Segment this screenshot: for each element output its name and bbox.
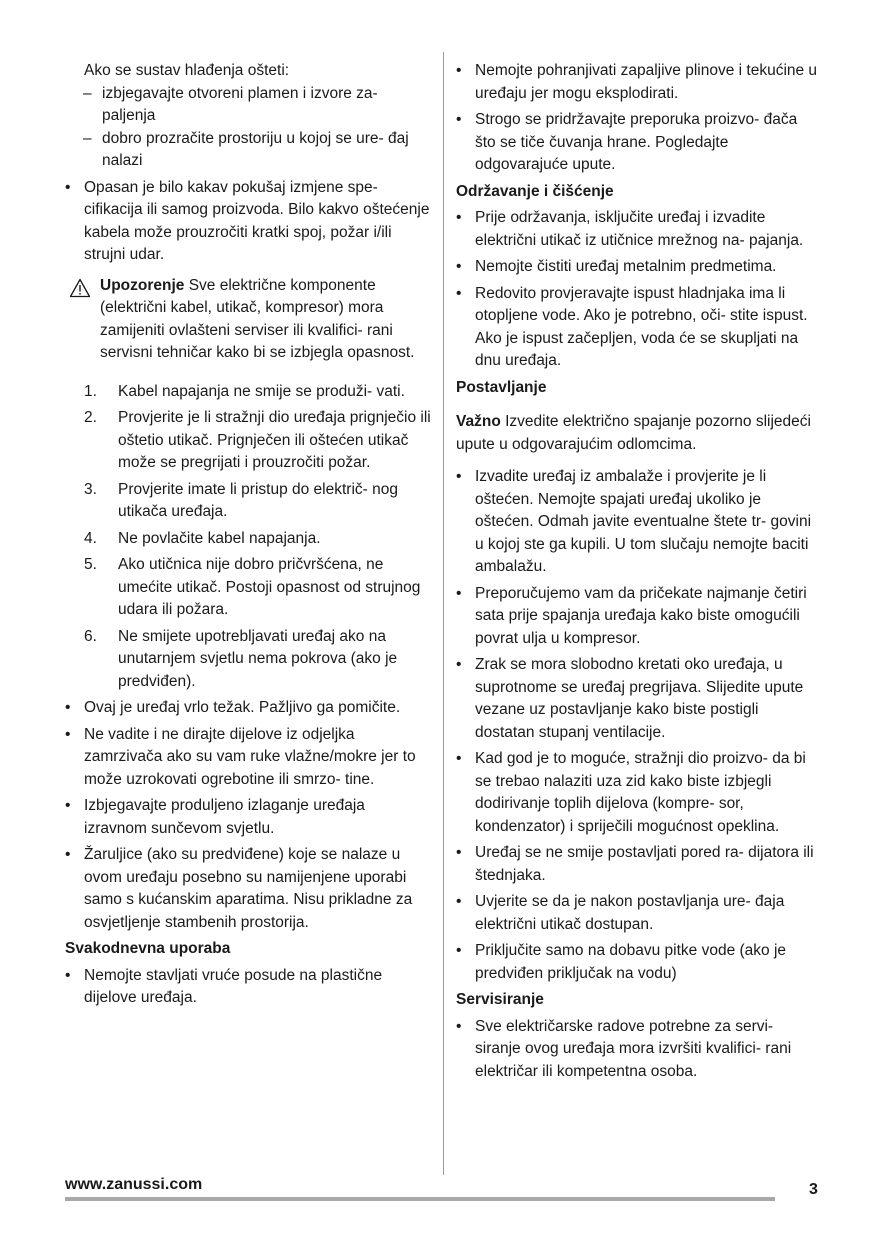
- bullet-item: • Nemojte stavljati vruće posude na plastične dijelove uređaja.: [65, 966, 383, 1006]
- warning-text: Sve električne komponente (električni kabel, utikač, kompresor) mora zamijeniti ovlašteni serviser ili kvalifici- rani servisni tehničar kako bi se izbjegla opasnost.: [100, 276, 415, 361]
- left-column: [65, 60, 431, 1010]
- numbered-item: 6. Ne smijete upotrebljavati uređaj ako na unutarnjem svjetlu nema pokrova (ako je predviđen).: [84, 627, 398, 690]
- numbered-item: 2. Provjerite je li stražnji dio uređaja prignječio ili oštetio utikač. Prignječen ili oštećen utikač može se pregrijati i prouzročiti požar.: [84, 409, 431, 471]
- bullet-item: • Kad god je to moguće, stražnji dio proizvo- da bi se trebao nalaziti uza zid kako biste izbjegli dodirivanje toplih dijelova (kompre- sor, kondenzator) i spriječili mogućnost opeklina.: [456, 750, 806, 835]
- bullet-item: • Sve električarske radove potrebne za servi- siranje ovog uređaja mora izvršiti kvalifici- rani električar ili kompetentna osoba.: [456, 1017, 792, 1080]
- section-heading-installation: Postavljanje: [456, 378, 547, 396]
- bullet-item: • Priključite samo na dobavu pitke vode (ako je predviđen priključak na vodu): [456, 942, 787, 982]
- bullet-item: • Ovaj je uređaj vrlo težak. Pažljivo ga pomičite.: [65, 699, 401, 716]
- bullet-item: • Opasan je bilo kakav pokušaj izmjene spe- cifikacija ili samog proizvoda. Bilo kakvo oštećenje kabela može prouzročiti kratki spoj, požar i/ili strujni udar.: [65, 178, 430, 263]
- bullet-item: • Prije održavanja, isključite uređaj i izvadite električni utikač iz utičnice mrežnog na- pajanja.: [456, 209, 804, 249]
- right-column: [456, 60, 820, 1083]
- bullet-list: [65, 697, 431, 934]
- bullet-item: • Žaruljice (ako su predviđene) koje se nalaze u ovom uređaju posebno su namijenjene uporabi samo s kućanskim aparatima. Nisu prikladne za osvjetljenje stambenih prostorija.: [65, 846, 413, 931]
- bullet-item: • Uređaj se ne smije postavljati pored ra- dijatora ili štednjaka.: [456, 844, 814, 884]
- bullet-item: • Uvjerite se da je nakon postavljanja ure- đaja električni utikač dostupan.: [456, 893, 785, 933]
- warning-triangle-icon: [69, 278, 91, 298]
- footer-rule: [65, 1197, 775, 1201]
- footer-website-link[interactable]: www.zanussi.com: [65, 1176, 203, 1193]
- numbered-item: 1. Kabel napajanja ne smije se produži- vati.: [84, 382, 405, 400]
- column-divider: [443, 52, 444, 1175]
- bullet-item: • Preporučujemo vam da pričekate najmanje četiri sata prije spajanja uređaja kako biste omogućili povrat ulja u kompresor.: [456, 584, 807, 647]
- section-heading-daily-use: Svakodnevna uporaba: [65, 940, 231, 957]
- numbered-list: [65, 381, 431, 694]
- sub-item: – izbjegavajte otvoreni plamen i izvore za- paljenja: [83, 84, 378, 124]
- numbered-item: 4. Ne povlačite kabel napajanja.: [84, 529, 321, 547]
- section-heading-maintenance: Održavanje i čišćenje: [456, 182, 614, 200]
- cooling-damage-intro: Ako se sustav hlađenja ošteti:: [84, 62, 290, 79]
- bullet-item: • Strogo se pridržavajte preporuka proizvo- đača što se tiče čuvanja hrane. Pogledajte odgovarajuće upute.: [456, 111, 798, 173]
- section-heading-service: Servisiranje: [456, 991, 544, 1008]
- important-note: Važno Izvedite električno spajanje pozorno slijedeći upute u odgovarajućim odlomcima.: [456, 413, 811, 453]
- bullet-item: • Zrak se mora slobodno kretati oko uređaja, u suprotnome se uređaj pregrijava. Slijedite upute vezane uz postavljanje kako biste postigli dostatan stupanj ventilacije.: [456, 656, 804, 741]
- numbered-item: 3. Provjerite imate li pristup do električ- nog utikača uređaja.: [84, 480, 398, 520]
- bullet-item: • Izvadite uređaj iz ambalaže i provjerite je li oštećen. Nemojte spajati uređaj ukoliko je oštećen. Odmah javite eventualne štete tr- govini u kojoj ste ga kupili. U tom slučaju nemojte baciti ambalažu.: [456, 468, 812, 575]
- sub-item: – dobro prozračite prostoriju u kojoj se ure- đaj nalazi: [83, 129, 409, 169]
- bullet-item: • Izbjegavajte produljeno izlaganje uređaja izravnom sunčevom svjetlu.: [65, 797, 365, 837]
- bullet-item: • Nemojte čistiti uređaj metalnim predmetima.: [456, 258, 777, 275]
- bullet-item: • Redovito provjeravajte ispust hladnjaka ima li otopljene vode. Ako je potrebno, oči- stite ispust. Ako je ispust začepljen, voda će se skupljati na dnu uređaja.: [456, 284, 808, 369]
- cooling-damage-list: [65, 83, 431, 173]
- bullet-marker: •: [65, 178, 71, 196]
- page-number: 3: [809, 1181, 818, 1198]
- warning-label: Upozorenje: [100, 276, 185, 294]
- warning-block: [65, 275, 431, 365]
- bullet-item: • Nemojte pohranjivati zapaljive plinove i tekućine u uređaju jer mogu eksplodirati.: [456, 62, 818, 102]
- numbered-item: 5. Ako utičnica nije dobro pričvršćena, ne umećite utikač. Postoji opasnost od strujnog udara ili požara.: [84, 556, 421, 618]
- bullet-item: • Ne vadite i ne dirajte dijelove iz odjeljka zamrzivača ako su vam ruke vlažne/mokre jer to može uzrokovati ogrebotine ili smrzo- tine.: [65, 725, 416, 788]
- important-label: Važno: [456, 413, 501, 430]
